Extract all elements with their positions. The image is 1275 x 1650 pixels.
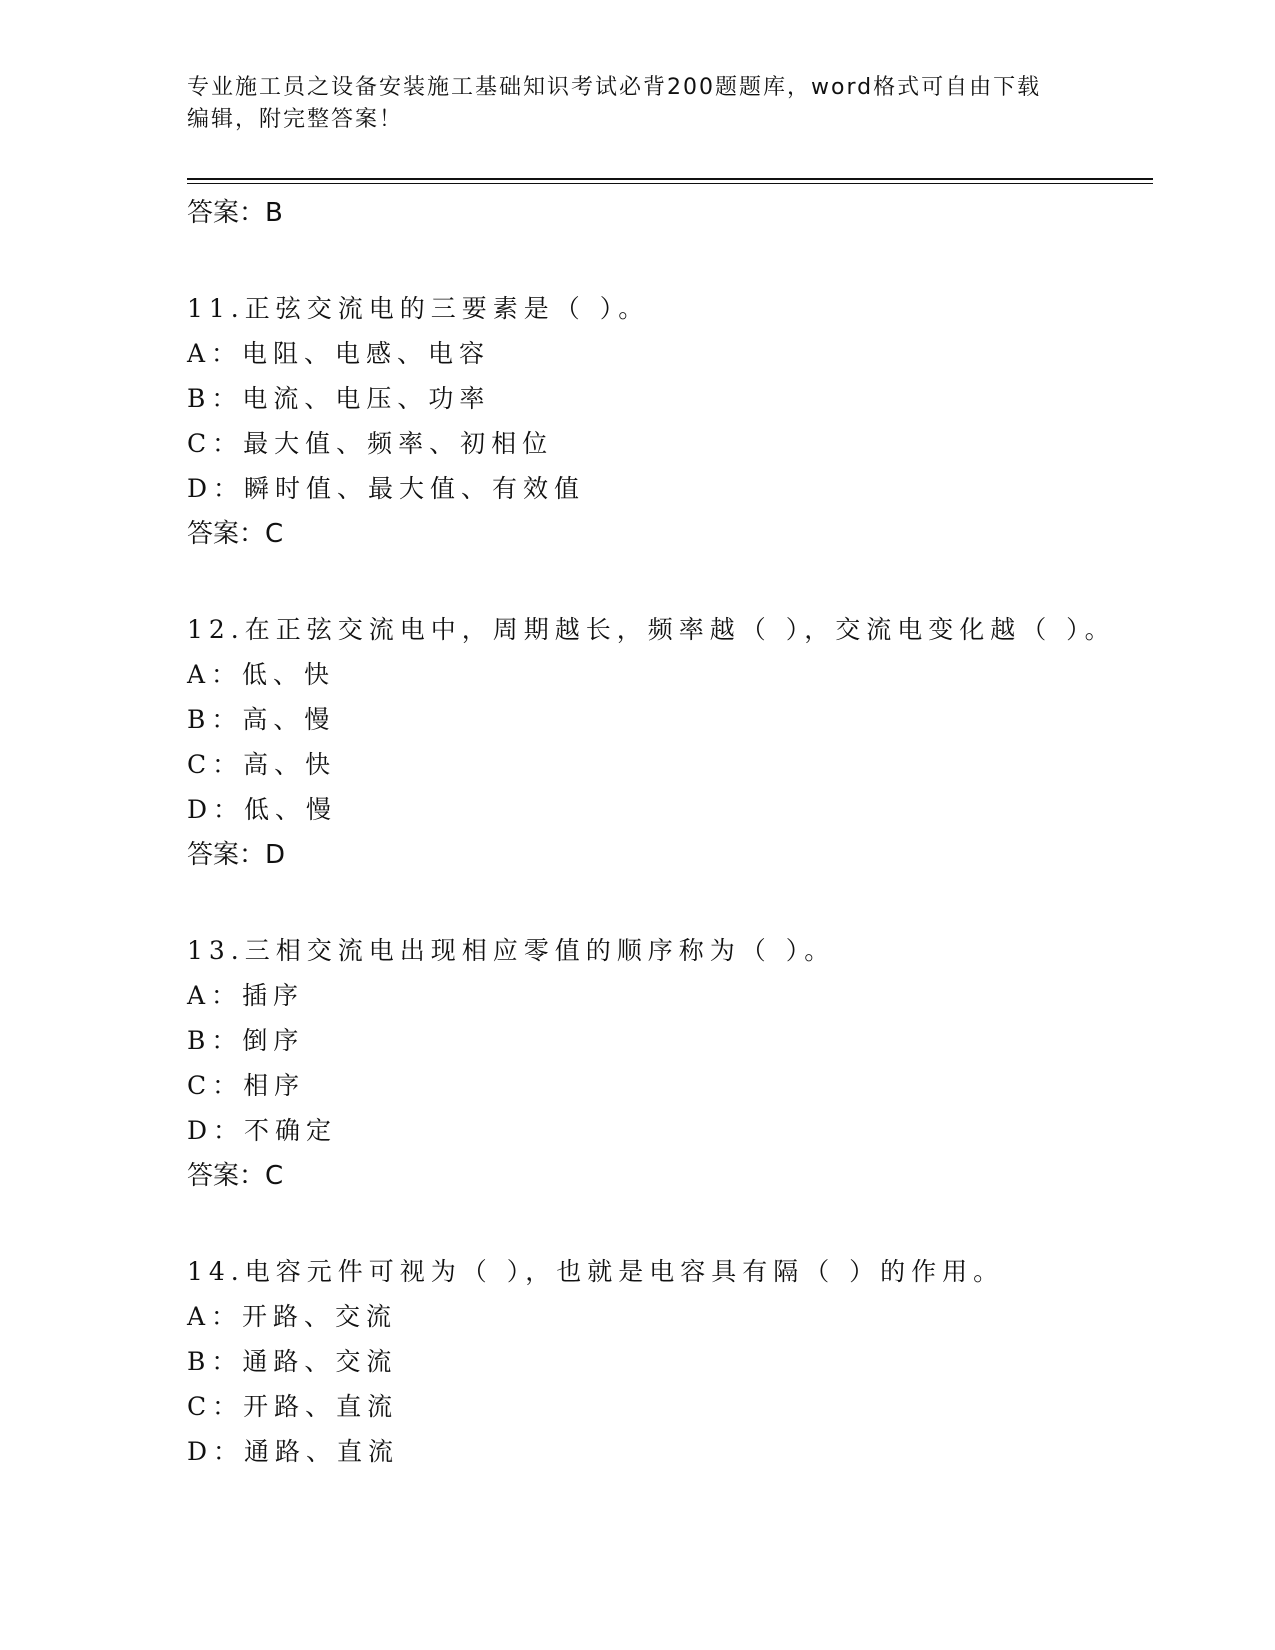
answer: 答案：C: [187, 1161, 284, 1191]
option-c: C：最大值、频率、初相位: [187, 429, 554, 458]
question-11: [187, 286, 1147, 557]
question-12: [187, 607, 1147, 878]
header-rule-thick: [187, 178, 1153, 180]
question-list: [187, 190, 1147, 1474]
header-line-2: 编辑，附完整答案！: [187, 107, 404, 132]
option-a: A：开路、交流: [187, 1302, 398, 1331]
option-b: B：高、慢: [187, 705, 336, 734]
option-b: B：电流、电压、功率: [187, 384, 491, 413]
option-a: A：电阻、电感、电容: [187, 339, 491, 368]
header-rule-thin: [187, 183, 1153, 184]
option-d: D：低、慢: [187, 795, 338, 824]
option-d: D：瞬时值、最大值、有效值: [187, 474, 586, 503]
header-line-1: 专业施工员之设备安装施工基础知识考试必背200题题库，word格式可自由下载: [187, 75, 1042, 100]
option-d: D：通路、直流: [187, 1437, 400, 1466]
document-header: [187, 72, 1067, 136]
question-stem: 14.电容元件可视为（ ），也就是电容具有隔（ ）的作用。: [187, 1257, 1005, 1286]
previous-answer: 答案：B: [187, 198, 283, 228]
option-d: D：不确定: [187, 1116, 338, 1145]
question-stem: 13.三相交流电出现相应零值的顺序称为（ ）。: [187, 936, 836, 965]
option-b: B：通路、交流: [187, 1347, 398, 1376]
option-b: B：倒序: [187, 1026, 305, 1055]
option-c: C：开路、直流: [187, 1392, 399, 1421]
option-c: C：高、快: [187, 750, 337, 779]
option-a: A：低、快: [187, 660, 336, 689]
question-14: [187, 1249, 1147, 1474]
question-stem: 12.在正弦交流电中，周期越长，频率越（ ），交流电变化越（ ）。: [187, 615, 1116, 644]
option-a: A：插序: [187, 981, 305, 1010]
answer: 答案：D: [187, 840, 286, 870]
option-c: C：相序: [187, 1071, 306, 1100]
question-13: [187, 928, 1147, 1199]
question-stem: 11.正弦交流电的三要素是（ ）。: [187, 294, 650, 323]
answer: 答案：C: [187, 519, 284, 549]
